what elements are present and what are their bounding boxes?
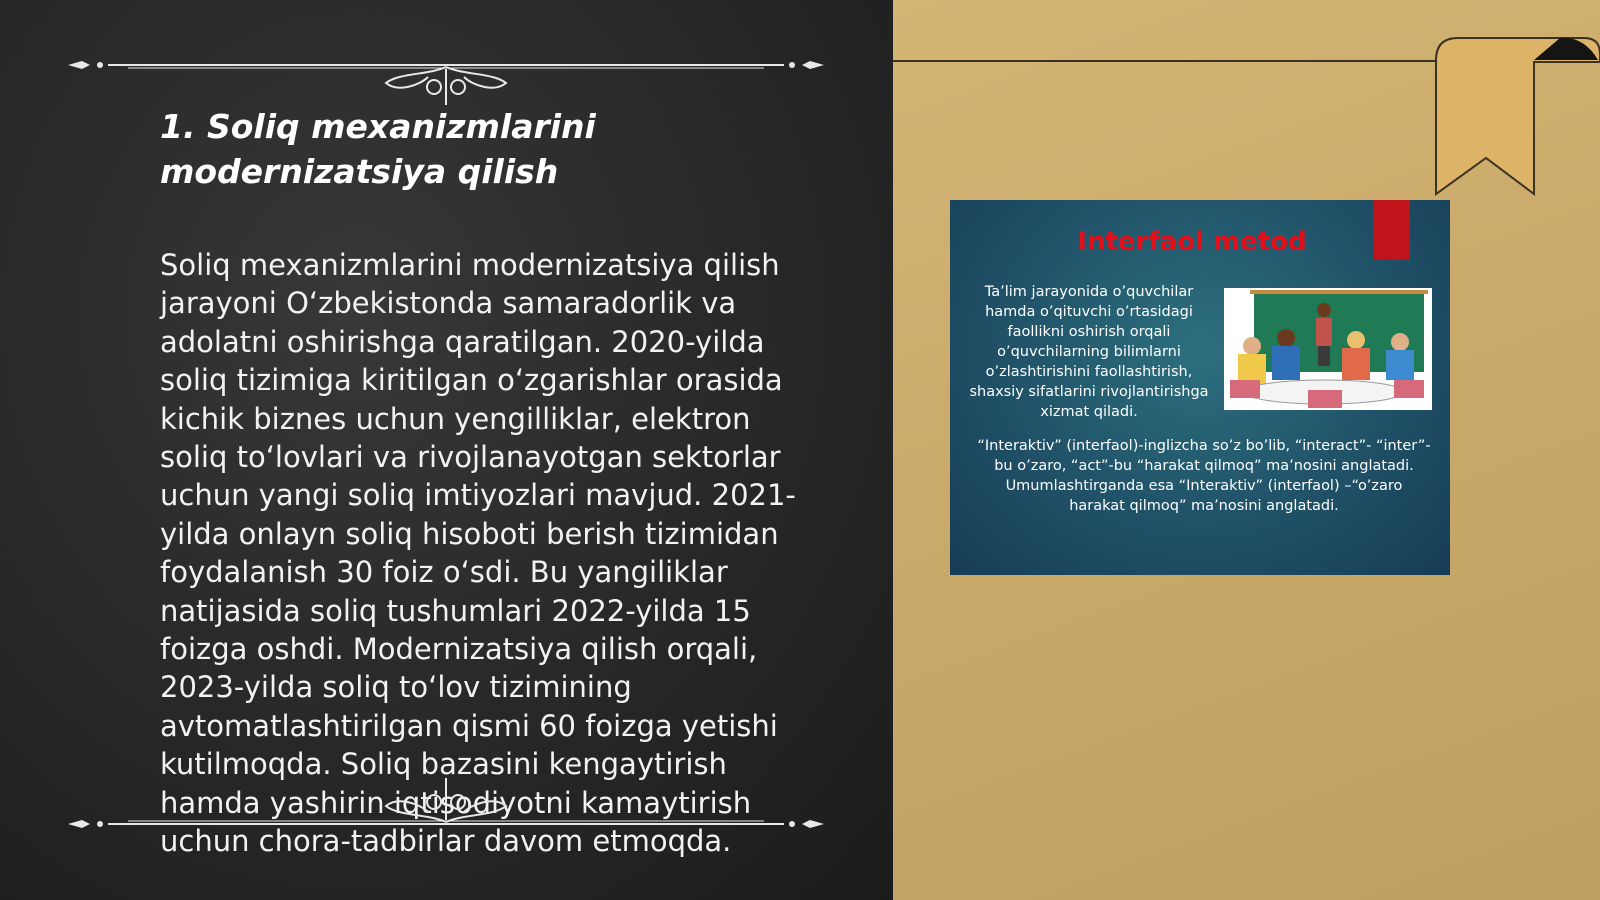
bottom-ornament-divider	[68, 778, 824, 838]
inset-definition-text: Ta’lim jarayonida o’quvchilar hamda o’qituvchi o’rtasidagi faollikni oshirish orqali o’quvchilarning bilimlarni o’zlashtirishini faollashtirish, shaxsiy sifatlarini rivojlantirishga xizmat qiladi.	[969, 284, 1209, 420]
slide-body-text: Soliq mexanizmlarini modernizatsiya qilish jarayoni O‘zbekistonda samaradorlik va adolatni oshirishga qaratilgan. 2020-yilda soliq tizimiga kiritilgan o‘zgarishlar orasida kichik biznes uchun yengilliklar, elektron soliq to‘lovlari va rivojlanayotgan sektorlar uchun yangi soliq imtiyozlari mavjud. 2021-yilda onlayn soliq hisoboti berish tizimidan foydalanish 30 foiz o‘sdi. Bu yangiliklar natijasida soliq tushumlari 2022-yilda 15 foizga oshdi. Modernizatsiya qilish orqali, 2023-yilda soliq to‘lov tizimining avtomatlashtirilgan qismi 60 foizga yetishi kutilmoqda. Soliq bazasini kengaytirish hamda yashirin iqtisodiyotni kamaytirish uchun chora-tadbirlar davom etmoqda.	[160, 248, 796, 859]
interfaol-metod-slide-image	[950, 200, 1450, 575]
classroom-illustration	[1224, 288, 1432, 410]
inset-etymology-text: “Interaktiv” (interfaol)-inglizcha so’z bo’lib, “interact”- “inter”-bu o’zaro, “act”-bu “harakat qilmoq” ma’nosini anglatadi. Umumlashtirganda esa “Interaktiv” (interfaol) –“o’zaro harakat qilmoq” ma’nosini anglatadi.	[977, 438, 1431, 514]
top-ornament-divider	[68, 45, 824, 105]
bookmark-ribbon-icon	[1434, 36, 1600, 200]
inset-title: Interfaol metod	[1077, 227, 1307, 257]
slide-title: 1. Soliq mexanizmlarini modernizatsiya qilish	[160, 107, 596, 191]
